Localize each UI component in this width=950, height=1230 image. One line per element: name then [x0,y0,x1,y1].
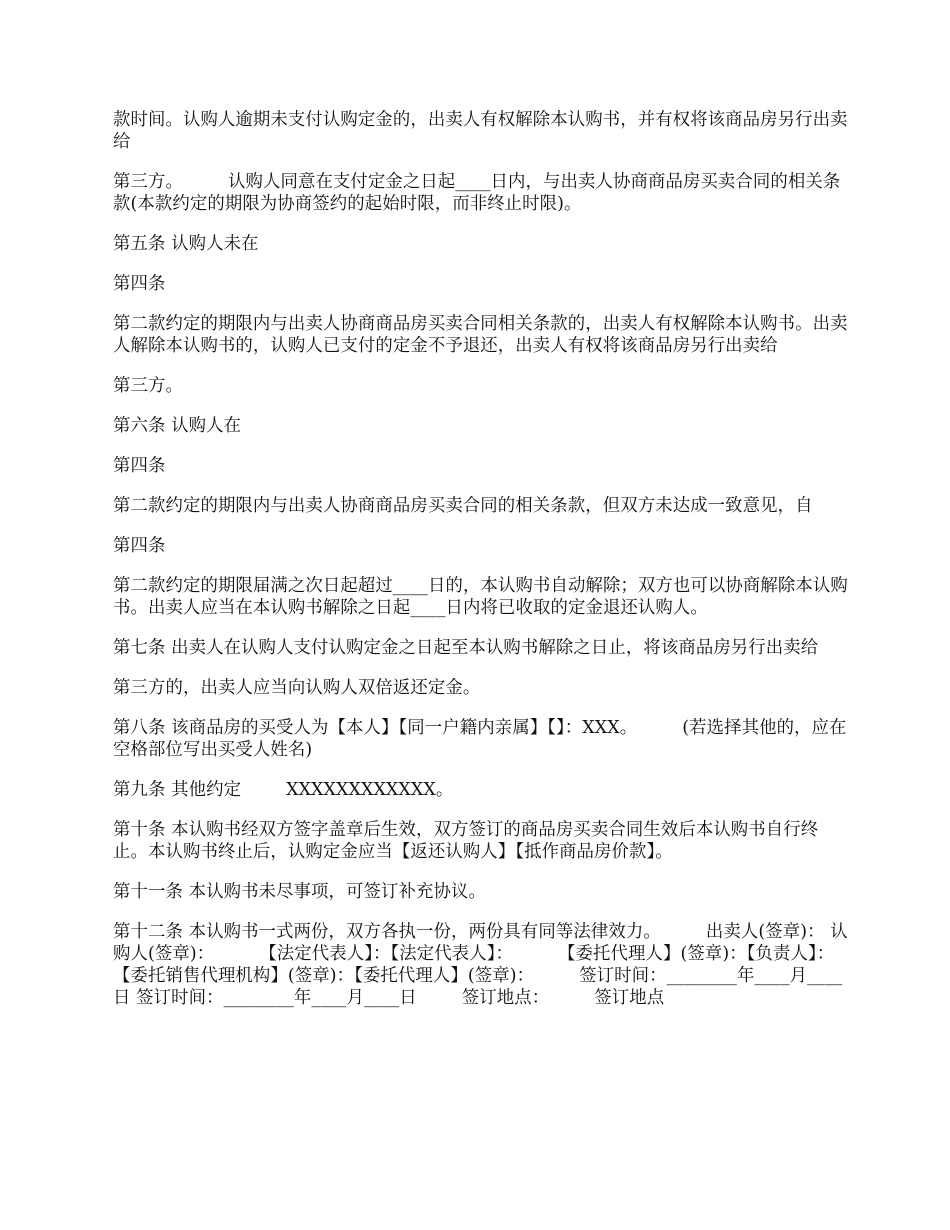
paragraph-12: 第七条 出卖人在认购人支付认购定金之日起至本认购书解除之日止，将该商品房另行出卖给 [113,638,819,658]
paragraph-2: 第三方。 认购人同意在支付定金之日起____日内，与出卖人协商商品房买卖合同的相关条款(本款约定的期限为协商签约的起始时限，而非终止时限)。 [113,172,841,214]
paragraph-18: 第十二条 本认购书一式两份，双方各执一份，两份具有同等法律效力。 出卖人(签章)： 认购人(签章)： 【法定代表人】：【法定代表人】： 【委托代理人】(签章)：【负责人】： 【委托销售代理机构】(签章)：【委托代理人】(签章)： 签订时间：________年____月____日 签订时间：________年____月____日 签订地点： 签订地点 [113,922,880,1008]
paragraph-14: 第八条 该商品房的买受人为【本人】【同一户籍内亲属】【】：XXX。 (若选择其他的，应在空格部位写出买受人姓名) [113,718,847,760]
paragraph-15: 第九条 其他约定 XXXXXXXXXXXX。 [113,780,454,800]
paragraph-16: 第十条 本认购书经双方签字盖章后生效，双方签订的商品房买卖合同生效后本认购书自行终止。本认购书终止后，认购定金应当【返还认购人】【抵作商品房价款】。 [113,820,819,862]
paragraph-10: 第四条 [113,536,166,556]
paragraph-13: 第三方的，出卖人应当向认购人双倍返还定金。 [113,678,481,698]
paragraph-6: 第三方。 [113,376,183,396]
paragraph-11: 第二款约定的期限届满之次日起超过____日的，本认购书自动解除；双方也可以协商解除本认购书。出卖人应当在本认购书解除之日起____日内将已收取的定金退还认购人。 [113,576,848,618]
paragraph-7: 第六条 认购人在 [113,416,242,436]
paragraph-17: 第十一条 本认购书未尽事项，可签订补充协议。 [113,882,486,902]
paragraph-3: 第五条 认购人未在 [113,234,259,254]
paragraph-4: 第四条 [113,274,166,294]
paragraph-1: 款时间。认购人逾期未支付认购定金的，出卖人有权解除本认购书，并有权将该商品房另行出卖给 [113,110,848,152]
paragraph-8: 第四条 [113,456,166,476]
paragraph-5: 第二款约定的期限内与出卖人协商商品房买卖合同相关条款的，出卖人有权解除本认购书。出卖人解除本认购书的，认购人已支付的定金不予退还，出卖人有权将该商品房另行出卖给 [113,314,848,356]
paragraph-9: 第二款约定的期限内与出卖人协商商品房买卖合同的相关条款，但双方未达成一致意见，自 [113,496,813,516]
